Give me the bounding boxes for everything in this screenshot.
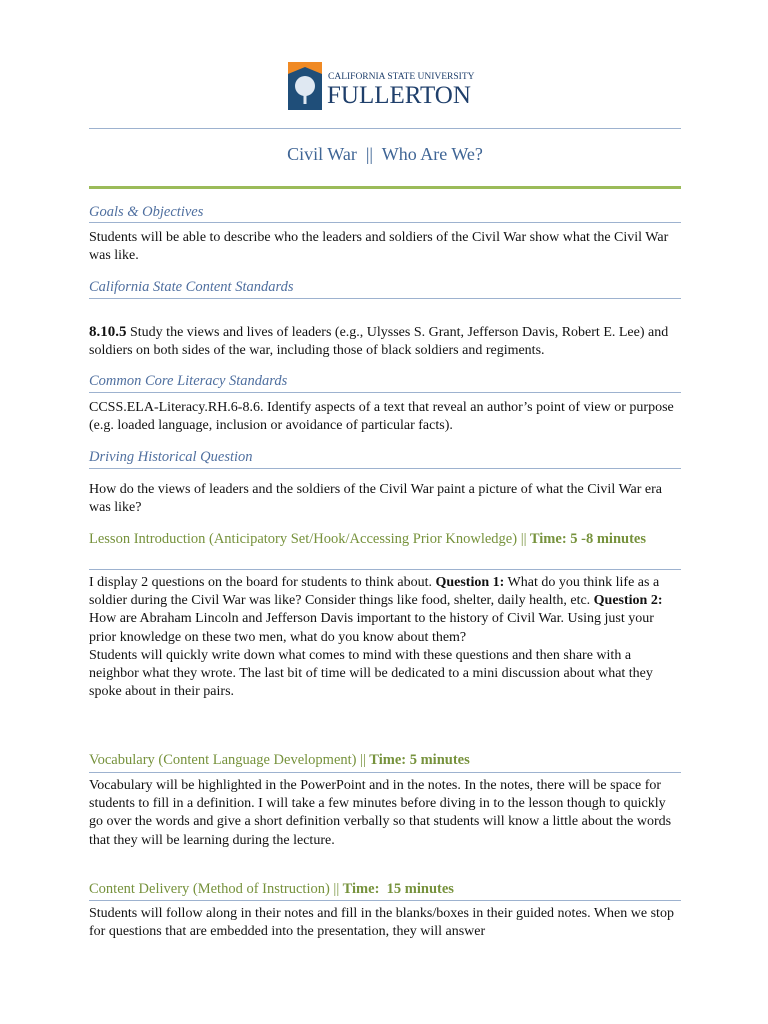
time-label: Time: 15 minutes: [339, 881, 454, 897]
text: I display 2 questions on the board for students to think about.: [89, 575, 436, 590]
time-label: Time: 5 minutes: [365, 752, 470, 768]
goals-text: Students will be able to describe who the leaders and soldiers of the Civil War show what the Civil War was like.: [89, 230, 669, 264]
divider: [89, 128, 681, 129]
title-divider: [89, 186, 681, 189]
content-delivery-text: Students will follow along in their notes and fill in the blanks/boxes in their guided notes. When we stop for questions that are embedded into the presentation, they will answer: [89, 906, 674, 940]
standard-code: 8.10.5: [89, 324, 127, 340]
common-core-heading: Common Core Literacy Standards: [89, 373, 288, 389]
ca-standards-text: [89, 323, 681, 360]
text: How are Abraham Lincoln and Jefferson Davis important to the history of Civil War. Using just your prior knowledge on these two men, what do you know about them?: [89, 611, 654, 645]
content-delivery-heading: [89, 880, 681, 899]
heading-label: Content Delivery (Method of Instruction) ||: [89, 881, 340, 897]
lesson-intro-heading: [89, 530, 681, 549]
divider: [89, 569, 681, 570]
vocabulary-text: Vocabulary will be highlighted in the PowerPoint and in the notes. In the notes, there will be space for students to fill in a definition. I will take a few minutes before diving in to the lesson though to quickly go over the words and give a short definition verbally so that students will know a little about the words that they will be learning during the lecture.: [89, 778, 672, 848]
university-logo: [288, 62, 488, 112]
divider: [89, 222, 681, 223]
question-label: Question 1:: [435, 575, 505, 590]
standard-description: Study the views and lives of leaders (e.g., Ulysses S. Grant, Jefferson Davis, Robert E. Lee) and soldiers on both sides of the war, including those of black soldiers and regiments.: [89, 325, 669, 359]
divider: [89, 298, 681, 299]
heading-label: Vocabulary (Content Language Development) ||: [89, 752, 366, 768]
divider: [89, 900, 681, 901]
ca-standards-heading: California State Content Standards: [89, 279, 294, 295]
time-label: Time: 5 -8 minutes: [526, 531, 646, 547]
divider: [89, 772, 681, 773]
text: Students will quickly write down what comes to mind with these questions and then share with a neighbor what they wrote. The last bit of time will be dedicated to a mini discussion about what they spoke about in their pairs.: [89, 647, 653, 700]
goals-heading: Goals & Objectives: [89, 204, 204, 220]
common-core-text: CCSS.ELA-Literacy.RH.6-8.6. Identify aspects of a text that reveal an author’s point of view or purpose (e.g. loaded language, inclusion or avoidance of particular facts).: [89, 400, 674, 434]
driving-question-text: How do the views of leaders and the soldiers of the Civil War paint a picture of what the Civil War era was like?: [89, 482, 663, 516]
page-title: Civil War || Who Are We?: [287, 144, 483, 164]
divider: [89, 468, 681, 469]
divider: [89, 392, 681, 393]
driving-question-heading: Driving Historical Question: [89, 449, 253, 465]
text: What do you think life as a soldier during the Civil War was like? Consider things like food, shelter, daily health, etc.: [89, 575, 660, 609]
question-label: Question 2:: [593, 593, 663, 609]
logo-line2: FULLERTON: [327, 82, 471, 109]
lesson-intro-text: [89, 574, 681, 701]
logo-line1: CALIFORNIA STATE UNIVERSITY: [328, 72, 475, 82]
vocabulary-heading: [89, 751, 681, 770]
heading-label: Lesson Introduction (Anticipatory Set/Hook/Accessing Prior Knowledge) ||: [89, 531, 527, 547]
